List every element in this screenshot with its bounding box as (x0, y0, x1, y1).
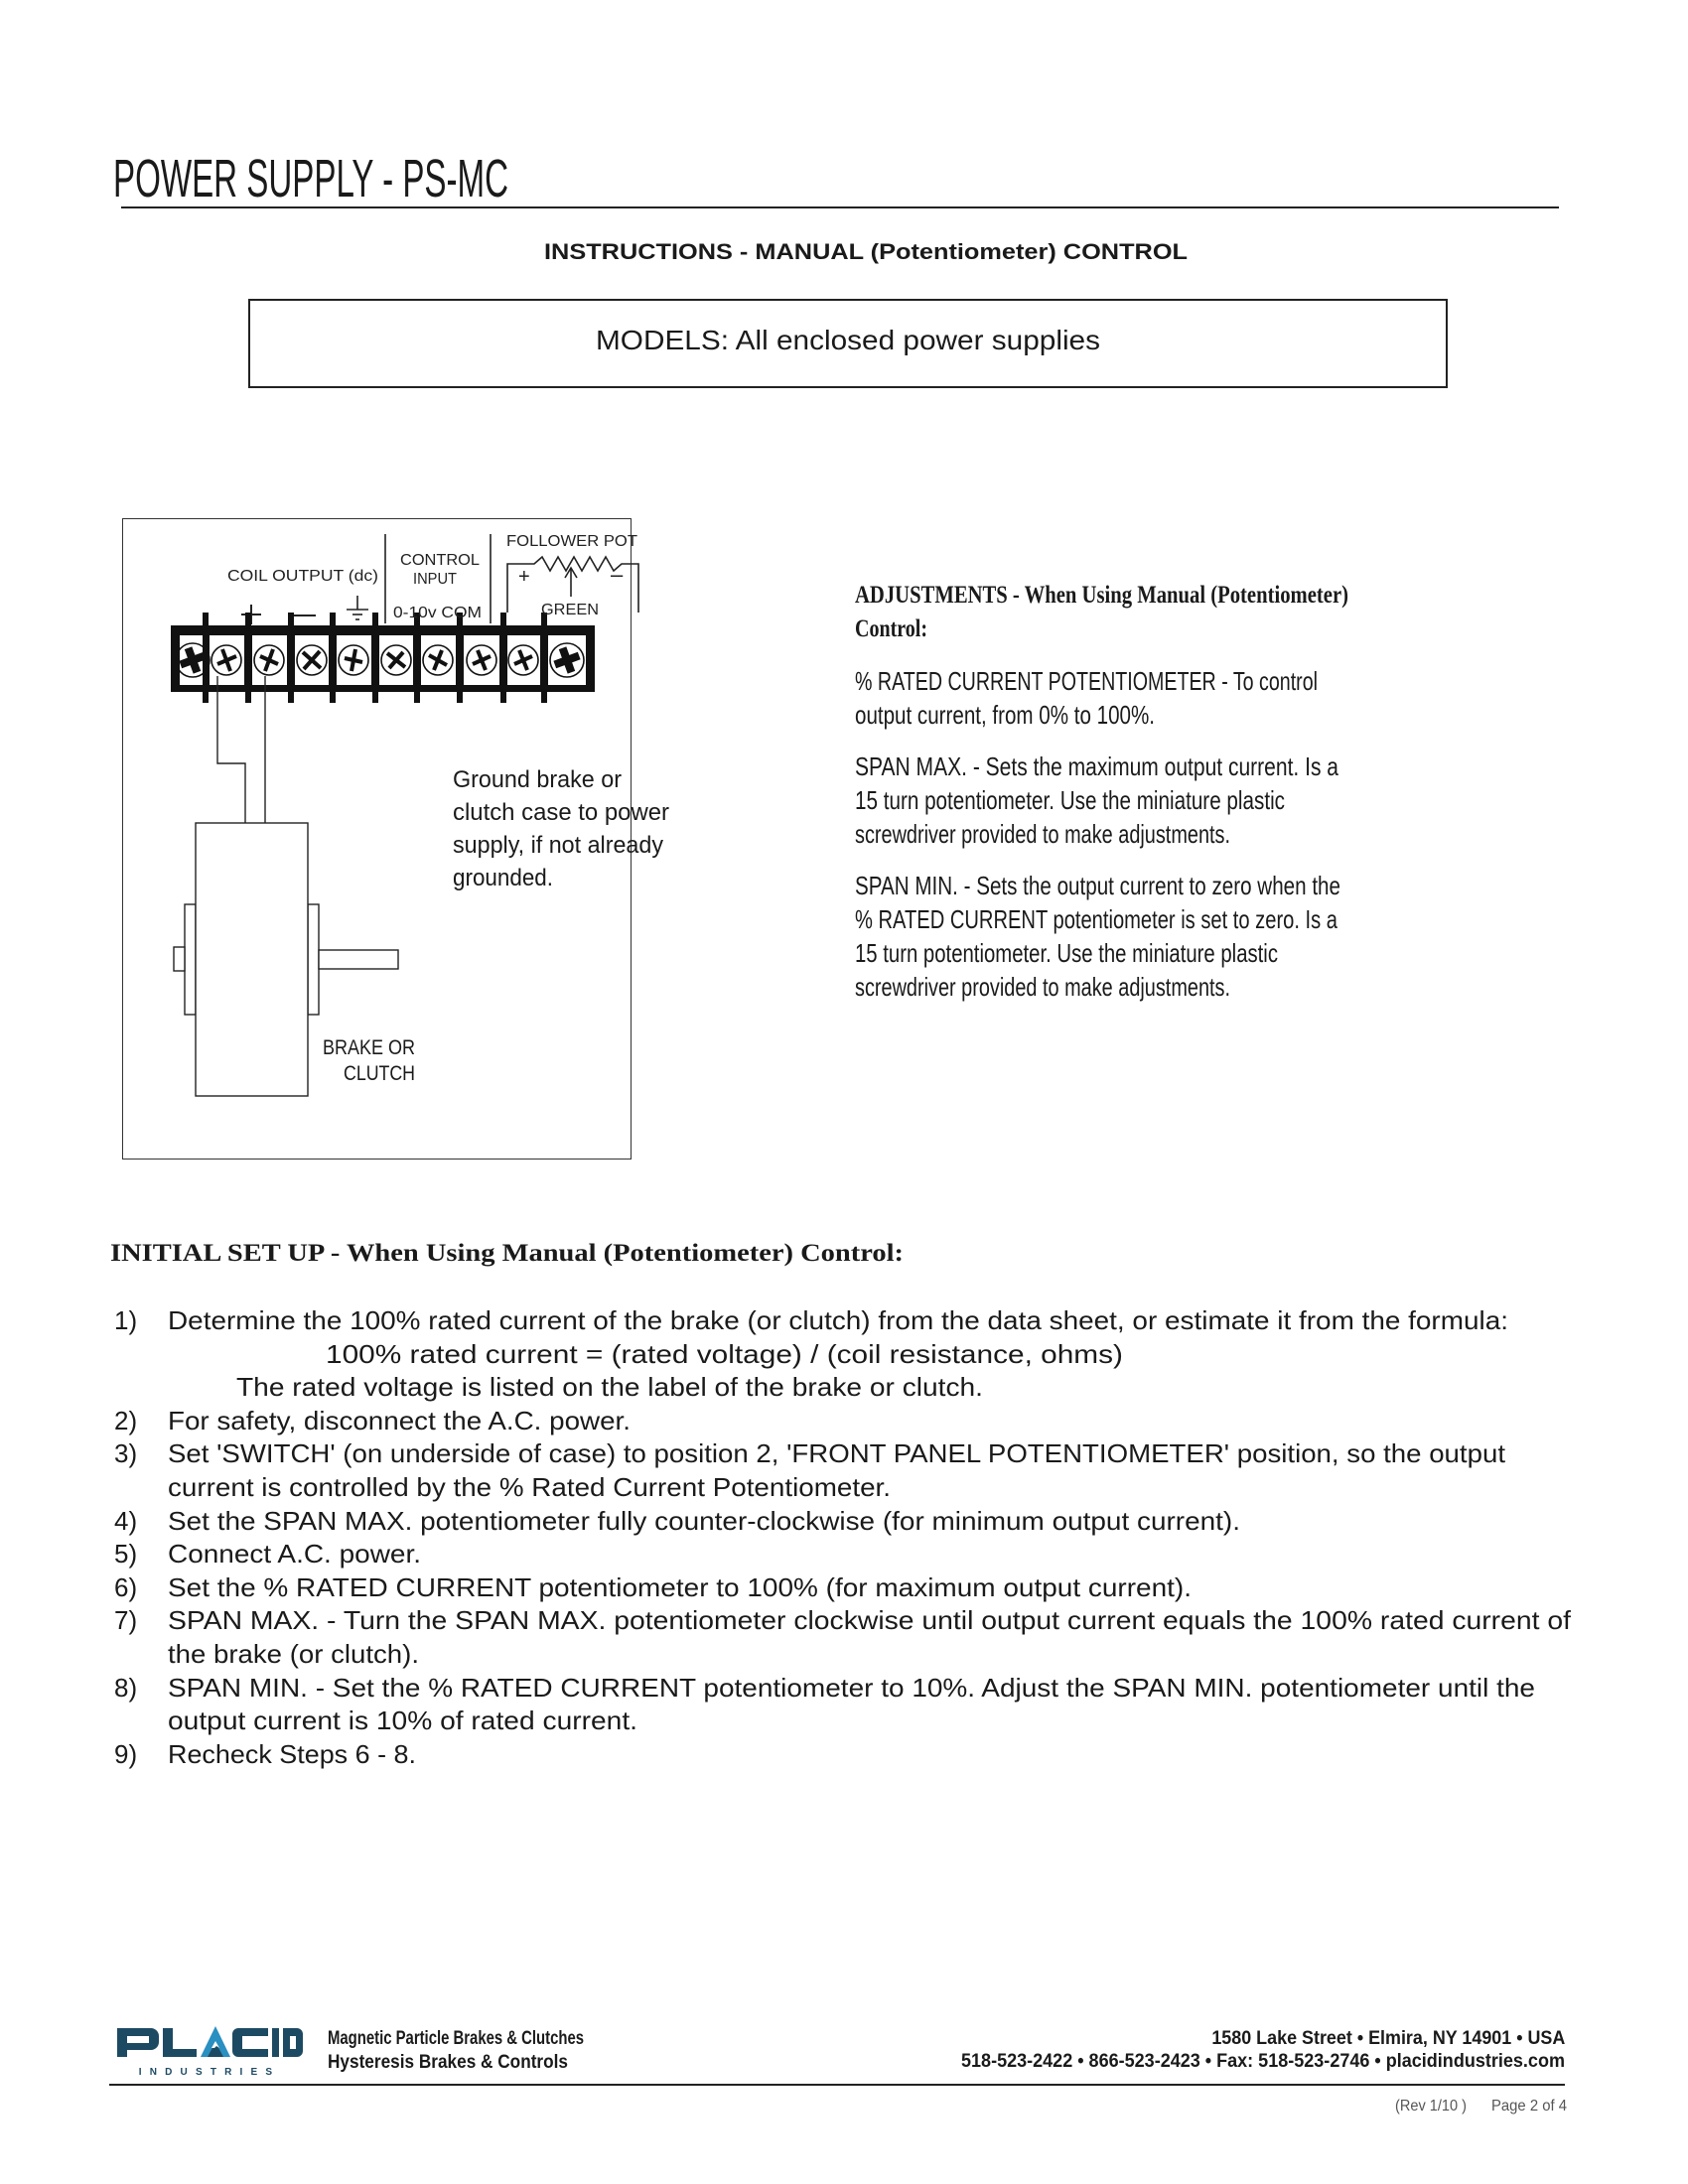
ground-note-line: Ground brake or (453, 766, 622, 793)
revision-text: (Rev 1/10 ) (1395, 2098, 1467, 2115)
setup-step-8 (0, 1671, 1688, 1705)
step-number: 7) (114, 1605, 138, 1636)
setup-step-7-cont (0, 1637, 1688, 1671)
setup-note (0, 1370, 1688, 1404)
adjustments-heading (855, 579, 1478, 646)
pot-wiper-label (541, 602, 598, 619)
revision-label (1395, 2097, 1474, 2116)
follower-pot-label (506, 533, 637, 551)
adjustments-section (855, 579, 1478, 1004)
control-terminals-text: 0-10v COM (393, 605, 482, 621)
adjustment-rated-current (855, 664, 1478, 732)
ground-note (453, 763, 670, 894)
address-line: 1580 Lake Street • Elmira, NY 14901 • USA (1211, 2028, 1565, 2049)
setup-step-4 (0, 1504, 1688, 1538)
step-text: current is controlled by the % Rated Current Potentiometer. (168, 1471, 891, 1502)
device-label-line: BRAKE OR (323, 1036, 415, 1059)
step-text: Determine the 100% rated current of the brake (or clutch) from the data sheet, or estimate it from the formula: (168, 1305, 1508, 1335)
wiring-diagram-graphics (0, 0, 695, 1191)
step-text: Set 'SWITCH' (on underside of case) to position 2, 'FRONT PANEL POTENTIOMETER' position, so the output (168, 1438, 1505, 1469)
document-title-text: POWER SUPPLY - PS-MC (113, 149, 508, 208)
input-label-text: INPUT (413, 571, 457, 588)
step-text: Connect A.C. power. (168, 1539, 421, 1570)
setup-step-1 (0, 1303, 1688, 1337)
coil-wires (217, 676, 265, 823)
follower-pot-text: FOLLOWER POT (506, 533, 637, 550)
tagline-line: Magnetic Particle Brakes & Clutches (328, 2028, 584, 2049)
tagline-line: Hysteresis Brakes & Controls (328, 2052, 568, 2073)
adjustment-line: screwdriver provided to make adjustments. (855, 819, 1230, 849)
setup-step-3 (0, 1436, 1688, 1470)
step-number: 9) (114, 1738, 138, 1769)
page-number-text: Page 2 of 4 (1491, 2098, 1567, 2115)
control-input-label-2 (413, 571, 461, 589)
setup-formula (0, 1337, 1688, 1371)
company-address (1191, 2027, 1565, 2051)
company-tagline (328, 2027, 654, 2075)
pot-plus-label: + (518, 566, 530, 588)
step-number: 6) (114, 1571, 138, 1602)
adjustment-line: 15 turn potentiometer. Use the miniature plastic (855, 785, 1285, 815)
setup-steps (0, 1303, 1688, 1770)
adjustment-line: 15 turn potentiometer. Use the miniature plastic (855, 938, 1278, 968)
adjustment-line: % RATED CURRENT potentiometer is set to zero. Is a (855, 904, 1337, 934)
setup-step-7 (0, 1603, 1688, 1637)
terminal-strip (171, 613, 595, 703)
coil-output-label-text: COIL OUTPUT (dc) (227, 568, 378, 585)
models-text-value: MODELS: All enclosed power supplies (596, 325, 1100, 355)
coil-polarity-icons (241, 605, 316, 624)
setup-step-6 (0, 1570, 1688, 1604)
adjustment-line: SPAN MAX. - Sets the maximum output current. Is a (855, 751, 1338, 781)
step-text: SPAN MAX. - Turn the SPAN MAX. potentiometer clockwise until output current equals the 100% rated current of (168, 1605, 1571, 1636)
formula-text: 100% rated current = (rated voltage) / (coil resistance, ohms) (326, 1338, 1123, 1369)
step-number: 1) (114, 1305, 138, 1335)
adjustment-span-min (855, 869, 1478, 1004)
step-number: 3) (114, 1438, 138, 1469)
logo-subtitle: INDUSTRIES (138, 2067, 281, 2078)
device-label-line: CLUTCH (344, 1062, 415, 1085)
step-number: 2) (114, 1405, 138, 1435)
control-label-text: CONTROL (400, 552, 480, 569)
setup-step-5 (0, 1537, 1688, 1570)
control-input-label-1 (400, 552, 478, 570)
step-text: the brake (or clutch). (168, 1638, 419, 1669)
page-number (1491, 2097, 1573, 2116)
adjustments-heading-line: ADJUSTMENTS - When Using Manual (Potentiometer) (855, 582, 1348, 609)
setup-step-2 (0, 1404, 1688, 1437)
ground-note-line: clutch case to power (453, 799, 669, 826)
brake-clutch-label (323, 1035, 431, 1087)
adjustment-line: % RATED CURRENT POTENTIOMETER - To control (855, 666, 1318, 696)
adjustment-line: screwdriver provided to make adjustments. (855, 972, 1230, 1002)
step-number: 5) (114, 1539, 138, 1570)
step-number: 4) (114, 1505, 138, 1536)
step-text: output current is 10% of rated current. (168, 1706, 637, 1736)
adjustment-span-max (855, 750, 1478, 851)
step-text: Set the % RATED CURRENT potentiometer to 100% (for maximum output current). (168, 1571, 1192, 1602)
adjustments-heading-line: Control: (855, 615, 927, 642)
contact-line: 518-523-2422 • 866-523-2423 • Fax: 518-523-2746 • placidindustries.com (961, 2051, 1565, 2072)
adjustment-line: SPAN MIN. - Sets the output current to zero when the (855, 871, 1340, 900)
adjustment-line: output current, from 0% to 100%. (855, 700, 1155, 730)
step-number: 8) (114, 1672, 138, 1703)
company-contact (928, 2050, 1565, 2074)
placid-logo-icon (115, 2024, 304, 2080)
green-label-text: GREEN (541, 602, 599, 618)
ground-note-line: grounded. (453, 865, 553, 891)
control-terminals-label (393, 605, 482, 622)
setup-step-8-cont (0, 1704, 1688, 1737)
footer-divider (109, 2084, 1565, 2086)
instructions-heading-text: INSTRUCTIONS - MANUAL (Potentiometer) CONTROL (544, 239, 1188, 264)
setup-heading-text: INITIAL SET UP - When Using Manual (Potentiometer) Control: (110, 1240, 904, 1267)
note-text: The rated voltage is listed on the label of the brake or clutch. (236, 1372, 983, 1403)
coil-output-label (227, 568, 378, 586)
pot-minus-label: – (611, 562, 624, 587)
step-text: SPAN MIN. - Set the % RATED CURRENT potentiometer to 10%. Adjust the SPAN MIN. potentiometer until the (168, 1672, 1535, 1703)
setup-step-9 (0, 1737, 1688, 1771)
step-text: Recheck Steps 6 - 8. (168, 1738, 416, 1769)
ground-icon (347, 596, 368, 619)
ground-note-line: supply, if not already (453, 832, 663, 859)
setup-heading (110, 1237, 904, 1271)
setup-step-3-cont (0, 1470, 1688, 1504)
step-text: For safety, disconnect the A.C. power. (168, 1405, 631, 1435)
step-text: Set the SPAN MAX. potentiometer fully counter-clockwise (for minimum output current). (168, 1505, 1240, 1536)
